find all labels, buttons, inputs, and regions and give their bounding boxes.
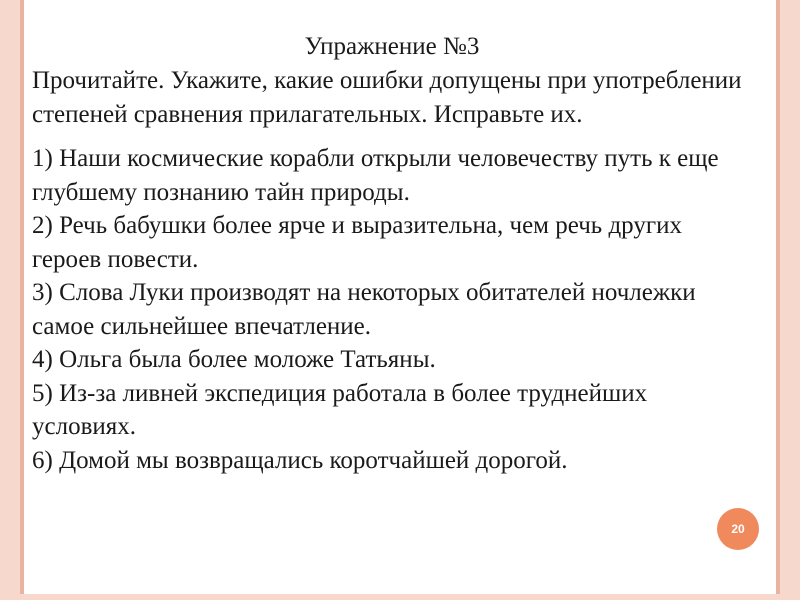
sentence-list — [32, 142, 752, 477]
sentence-item-1: 1) Наши космические корабли открыли человечеству путь к еще глубшему познанию тайн природы. — [32, 145, 719, 206]
sentence-item-6: 6) Домой мы возвращались коротчайшей дорогой. — [32, 446, 568, 474]
right-border-line — [776, 0, 780, 600]
right-border-decoration — [780, 0, 800, 600]
exercise-instructions: Прочитайте. Укажите, какие ошибки допущены при употреблении степеней сравнения прилагательных. Исправьте их. — [32, 67, 742, 128]
bottom-border-decoration — [0, 594, 800, 600]
exercise-title: Упражнение №3 — [304, 33, 480, 60]
sentence-item-4: 4) Ольга была более моложе Татьяны. — [32, 346, 436, 373]
sentence-item-3: 3) Слова Луки производят на некоторых обитателей ночлежки самое сильнейшее впечатление. — [32, 279, 696, 340]
left-border-decoration — [0, 0, 20, 600]
sentence-item-2: 2) Речь бабушки более ярче и выразительна, чем речь других героев повести. — [32, 212, 682, 273]
page-number-badge: 20 — [717, 508, 759, 550]
slide-content — [32, 30, 752, 477]
left-border-line — [20, 0, 24, 600]
sentence-item-5: 5) Из-за ливней экспедиция работала в более труднейших условиях. — [32, 379, 648, 440]
